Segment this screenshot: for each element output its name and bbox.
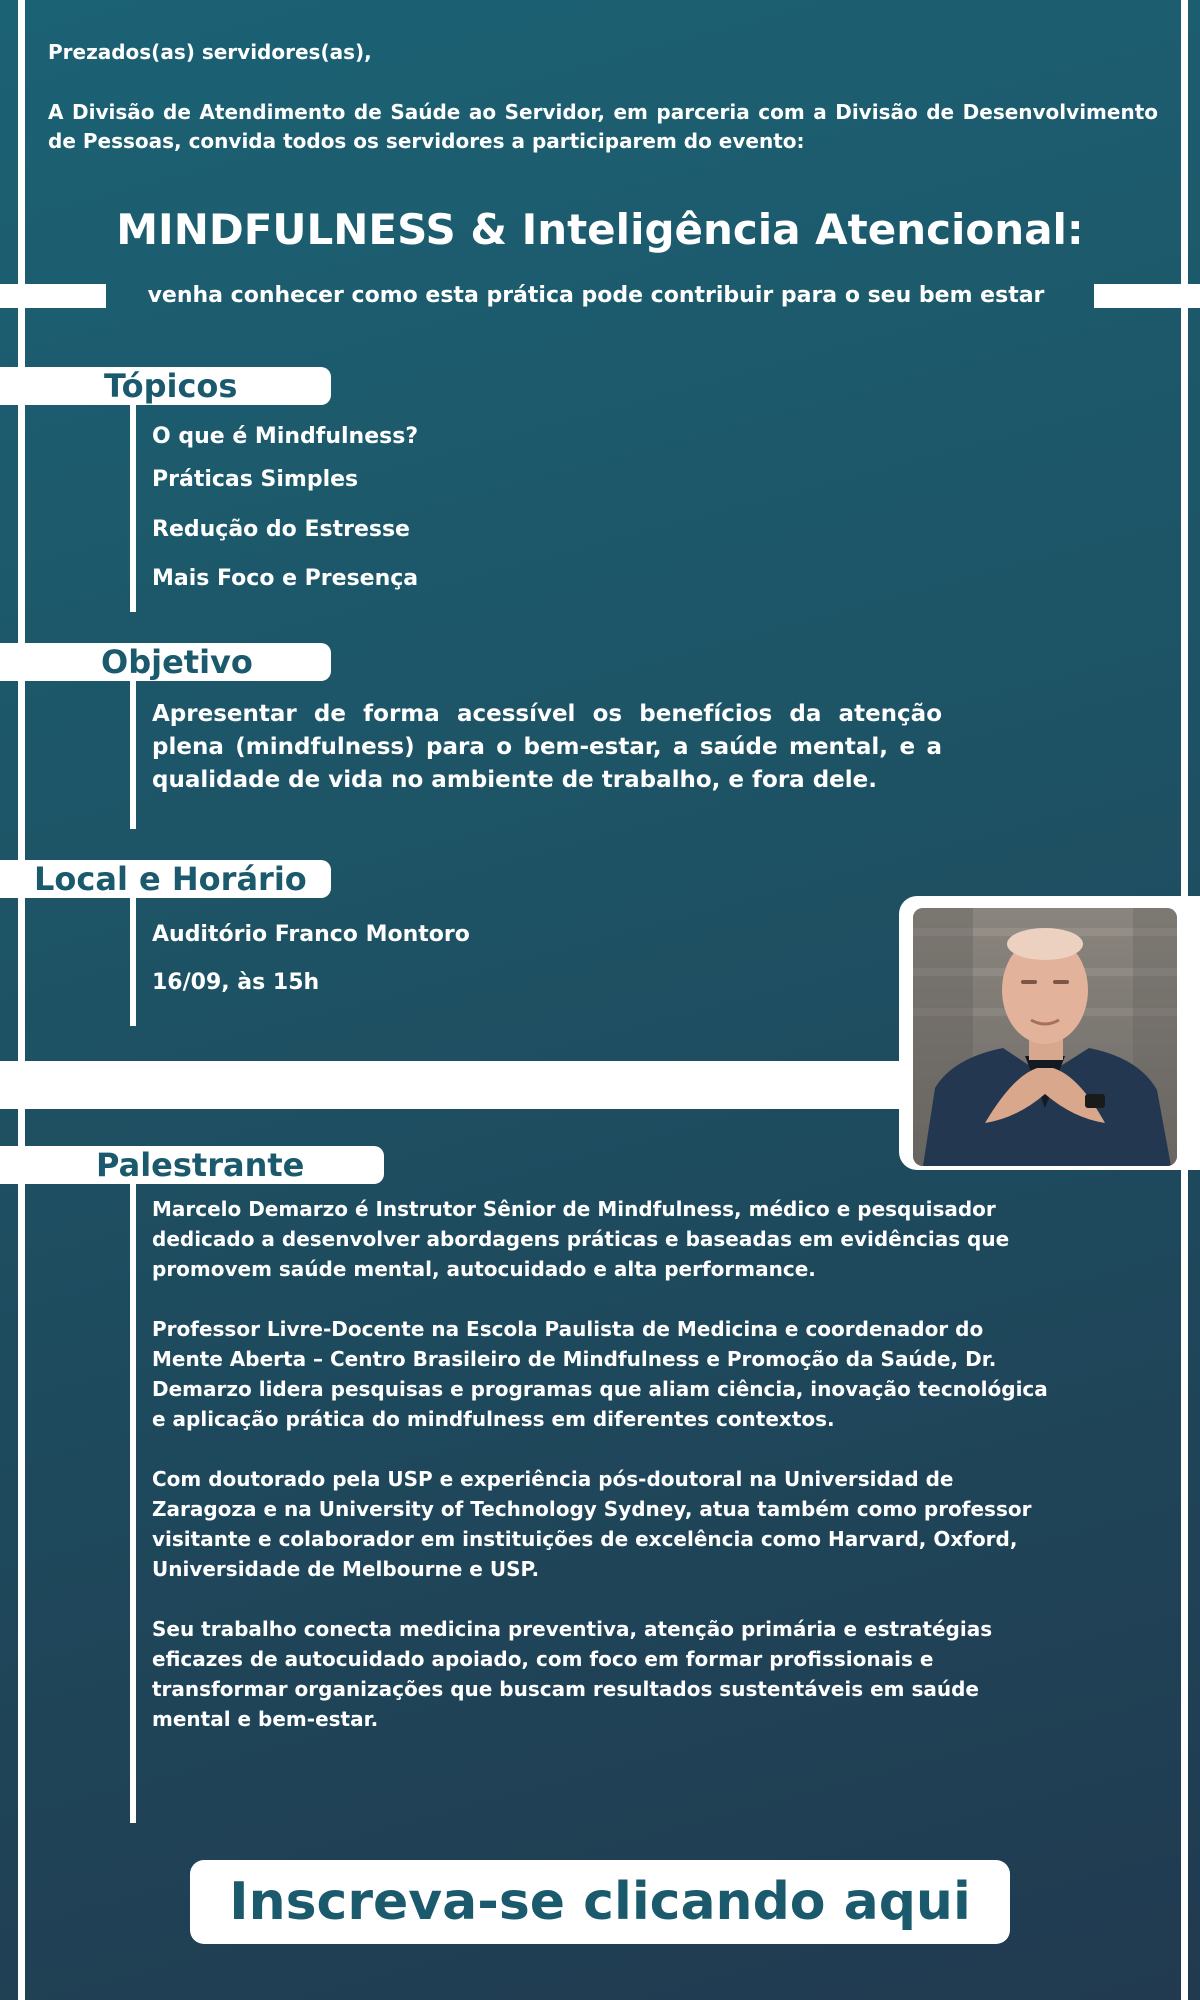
objective-text: Apresentar de forma acessível os benefícios da atenção plena (mindfulness) para o bem-estar, a saúde mental, e a qualidade de vida no ambiente de trabalho, e fora dele. bbox=[152, 701, 942, 793]
location-heading: Local e Horário bbox=[34, 860, 307, 898]
bio-paragraph: Seu trabalho conecta medicina preventiva, atenção primária e estratégias eficazes de autocuidado apoiado, com foco em formar profissionais e transformar organizações que buscam resultados sustentáveis em saúde mental e bem-estar. bbox=[152, 1617, 993, 1731]
bio-paragraph: Professor Livre-Docente na Escola Paulista de Medicina e coordenador do Mente Aberta – Centro Brasileiro de Mindfulness e Promoção da Saúde, Dr. Demarzo lidera pesquisas e programas que aliam ciência, inovação tecnológica e aplicação prática do mindfulness em diferentes contextos. bbox=[152, 1317, 1048, 1431]
subtitle-bar-left bbox=[0, 284, 106, 308]
intro-paragraph: A Divisão de Atendimento de Saúde ao Servidor, em parceria com a Divisão de Desenvolvimento de Pessoas, convida todos os servidores a participarem do evento: bbox=[48, 100, 1158, 153]
bio-paragraph: Marcelo Demarzo é Instrutor Sênior de Mindfulness, médico e pesquisador dedicado a desenvolver abordagens práticas e baseadas em evidências que promovem saúde mental, autocuidado e alta performance. bbox=[152, 1197, 1010, 1281]
event-title: MINDFULNESS & Inteligência Atencional: bbox=[116, 205, 1084, 254]
signup-button[interactable]: Inscreva-se clicando aqui bbox=[190, 1860, 1010, 1944]
objective-stem bbox=[130, 681, 136, 829]
speaker-heading: Palestrante bbox=[96, 1146, 305, 1184]
event-subtitle: venha conhecer como esta prática pode contribuir para o seu bem estar bbox=[147, 283, 1045, 308]
speaker-photo bbox=[913, 908, 1177, 1166]
topics-heading: Tópicos bbox=[104, 367, 238, 405]
topic-item: Práticas Simples bbox=[152, 467, 359, 492]
event-datetime: 16/09, às 15h bbox=[152, 970, 320, 995]
section-tab-location bbox=[0, 860, 331, 898]
topic-item: Mais Foco e Presença bbox=[152, 566, 419, 591]
section-tab-objective bbox=[0, 643, 331, 681]
speaker-portrait-illustration bbox=[913, 908, 1177, 1166]
section-tab-topics bbox=[0, 367, 331, 405]
location-stem bbox=[130, 898, 136, 1026]
speaker-photo-frame bbox=[899, 896, 1200, 1170]
subtitle-bar-right bbox=[1094, 284, 1200, 308]
speaker-bio bbox=[152, 1194, 1052, 1764]
greeting: Prezados(as) servidores(as), bbox=[48, 40, 372, 64]
section-tab-speaker bbox=[0, 1146, 384, 1184]
speaker-stem bbox=[130, 1184, 136, 1823]
topic-item: O que é Mindfulness? bbox=[152, 424, 419, 449]
divider-band bbox=[0, 1061, 920, 1109]
topics-stem bbox=[130, 405, 136, 612]
event-location: Auditório Franco Montoro bbox=[152, 922, 470, 947]
bio-paragraph: Com doutorado pela USP e experiência pós-doutoral na Universidad de Zaragoza e na University of Technology Sydney, atua também como professor visitante e colaborador em instituições de excelência como Harvard, Oxford, Universidade de Melbourne e USP. bbox=[152, 1467, 1032, 1581]
objective-heading: Objetivo bbox=[101, 643, 253, 681]
topic-item: Redução do Estresse bbox=[152, 517, 410, 542]
